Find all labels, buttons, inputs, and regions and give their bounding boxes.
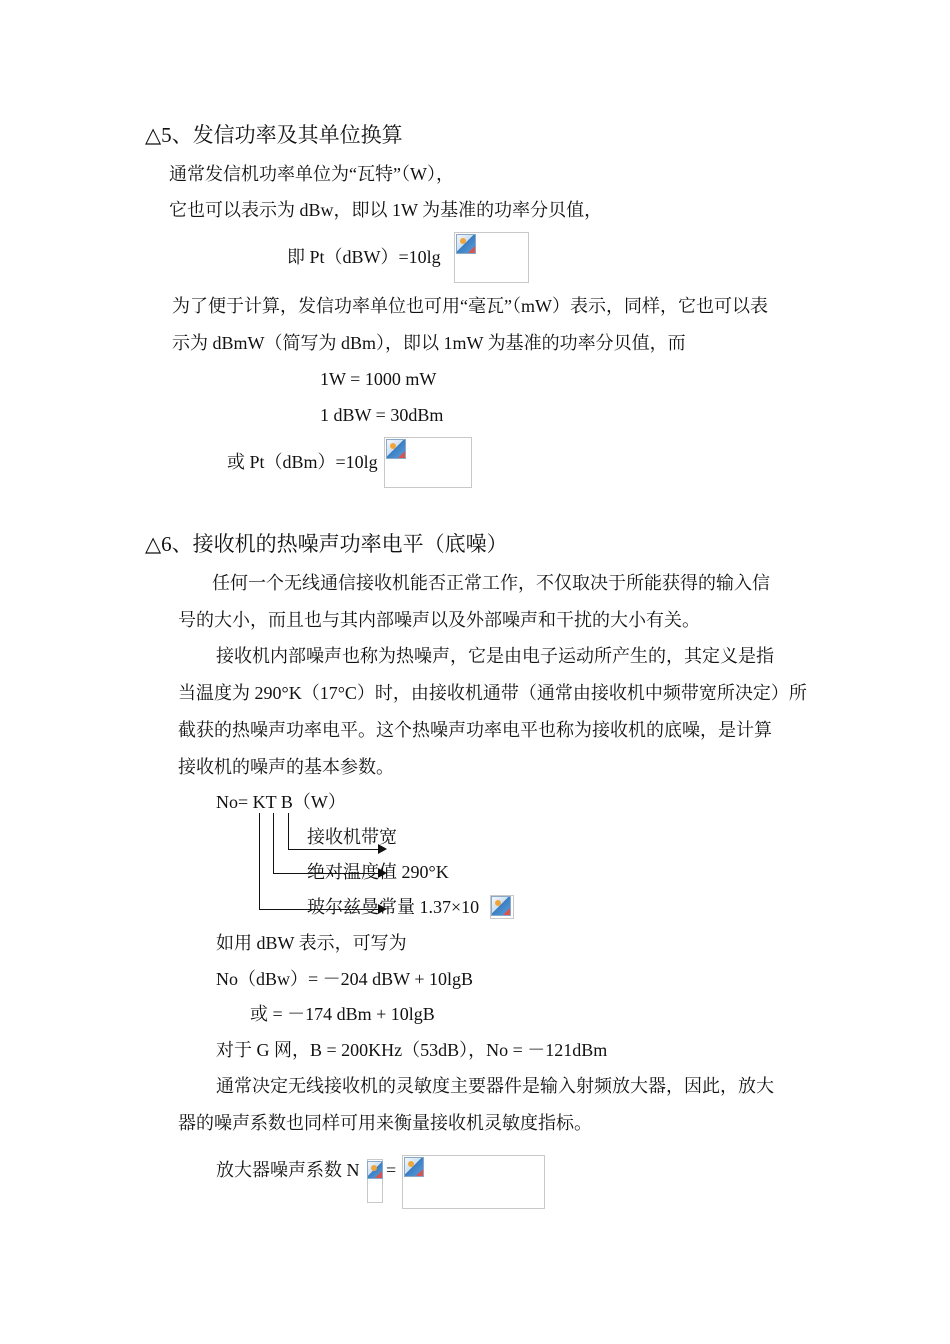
noise-formula: No= KT B（W） bbox=[216, 792, 346, 812]
noise-figure-label: 放大器噪声系数 N bbox=[216, 1160, 360, 1180]
section-5-heading: △5、发信功率及其单位换算 bbox=[145, 123, 403, 147]
paragraph: 通常决定无线接收机的灵敏度主要器件是输入射频放大器，因此，放大 bbox=[216, 1076, 774, 1096]
equation-pt-dbm: 或 Pt（dBm）=10lg bbox=[227, 452, 378, 472]
paragraph: 截获的热噪声功率电平。这个热噪声功率电平也称为接收机的底噪，是计算 bbox=[178, 720, 772, 740]
paragraph: 接收机的噪声的基本参数。 bbox=[178, 757, 394, 777]
broken-image-icon bbox=[404, 1157, 424, 1177]
connector-k bbox=[259, 813, 260, 909]
connector-t bbox=[273, 813, 274, 873]
paragraph: 对于 G 网，B = 200KHz（53dB），No = －121dBm bbox=[216, 1040, 608, 1060]
paragraph: 号的大小，而且也与其内部噪声以及外部噪声和干扰的大小有关。 bbox=[178, 610, 700, 630]
broken-image-icon bbox=[386, 439, 406, 459]
connector-b bbox=[288, 813, 289, 849]
paragraph: 器的噪声系数也同样可用来衡量接收机灵敏度指标。 bbox=[178, 1113, 592, 1133]
equation-pt-dbw: 即 Pt（dBW）=10lg bbox=[287, 247, 441, 267]
label-temperature: 绝对温度值 290°K bbox=[307, 862, 449, 882]
equation-no-dbm: 或 = －174 dBm + 10lgB bbox=[250, 1004, 435, 1024]
paragraph: 通常发信机功率单位为“瓦特”（W）， bbox=[169, 164, 454, 184]
paragraph: 示为 dBmW（简写为 dBm），即以 1mW 为基准的功率分贝值，而 bbox=[172, 333, 686, 353]
broken-image-icon bbox=[491, 896, 511, 916]
paragraph: 如用 dBW 表示，可写为 bbox=[216, 933, 407, 953]
paragraph: 为了便于计算，发信功率单位也可用“毫瓦”（mW）表示，同样，它也可以表 bbox=[172, 296, 768, 316]
equation-no-dbw: No（dBw）= －204 dBW + 10lgB bbox=[216, 969, 473, 989]
section-6-heading: △6、接收机的热噪声功率电平（底噪） bbox=[145, 532, 508, 556]
label-boltzmann: 玻尔兹曼常量 1.37×10 bbox=[307, 897, 480, 917]
equals-sign: = bbox=[386, 1160, 397, 1180]
paragraph: 它也可以表示为 dBw，即以 1W 为基准的功率分贝值， bbox=[169, 200, 603, 220]
conversion-line: 1W = 1000 mW bbox=[320, 369, 437, 389]
broken-image-icon bbox=[367, 1161, 383, 1179]
paragraph: 任何一个无线通信接收机能否正常工作，不仅取决于所能获得的输入信 bbox=[212, 573, 770, 593]
paragraph: 接收机内部噪声也称为热噪声，它是由电子运动所产生的，其定义是指 bbox=[216, 646, 774, 666]
connector-b bbox=[288, 849, 378, 850]
broken-image-icon bbox=[456, 234, 476, 254]
label-bandwidth: 接收机带宽 bbox=[307, 827, 397, 847]
conversion-line: 1 dBW = 30dBm bbox=[320, 405, 444, 425]
paragraph: 当温度为 290°K（17°C）时，由接收机通带（通常由接收机中频带宽所决定）所 bbox=[178, 683, 807, 703]
